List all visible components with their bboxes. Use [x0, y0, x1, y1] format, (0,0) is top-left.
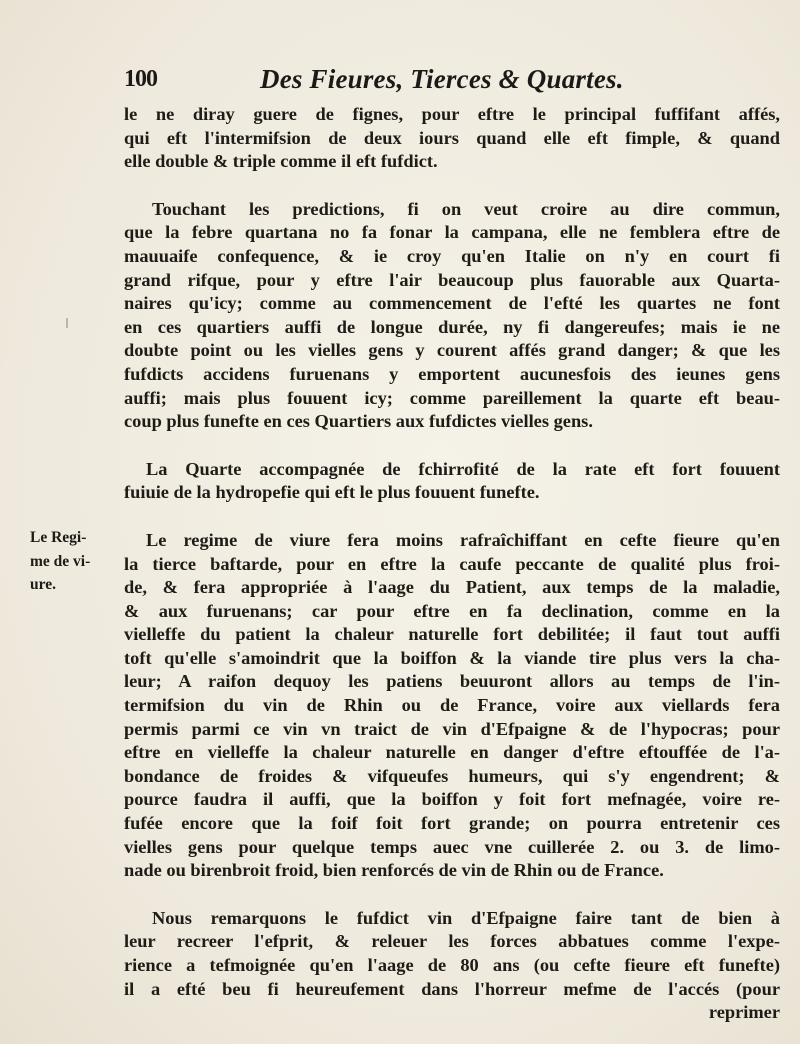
marginal-note-line: me de vi- [30, 552, 91, 570]
text-line: fuiuie de la hydropefie qui eft le plus fouuent funefte. [124, 482, 540, 503]
text-line: bondance de froides & vifqueufes humeurs, qui s'y engendrent; & [124, 765, 780, 786]
text-line: coup plus funefte en ces Quartiers aux fufdictes vielles gens. [124, 411, 593, 432]
text-line: rience a tefmoignée qu'en l'aage de 80 ans (ou cefte fieure eft funefte) [124, 955, 780, 975]
paragraph-signs [124, 103, 780, 174]
text-line: fufdicts accidens furuenans y emportent aucunesfois des ieunes gens [124, 363, 780, 384]
text-line: fufée encore que la foif foit fort grande; on pourra entretenir ces [124, 813, 780, 834]
page-header [124, 66, 684, 102]
text-line: termifsion du vin de Rhin ou de France, voire aux viellards fera [124, 695, 780, 716]
marginal-note [30, 526, 122, 597]
body-text [124, 103, 780, 1025]
text-line: vielles gens pour quelque temps auec vne cuillerée 2. ou 3. de limo- [124, 836, 780, 857]
text-line: leur; A raifon dequoy les patiens beuuront allors au temps de l'in- [124, 671, 780, 692]
marginal-note-line: Le Regi- [30, 529, 87, 546]
text-line: Nous remarquons le fufdict vin d'Efpaigne faire tant de bien à [152, 907, 780, 928]
text-line: vielleffe du patient la chaleur naturelle fort debilitée; il faut tout auffi [124, 624, 780, 645]
text-line: nade ou birenbroit froid, bien renforcés de vin de Rhin ou de France. [124, 860, 664, 881]
text-line: Touchant les predictions, fi on veut croire au dire commun, [152, 198, 780, 219]
paragraph-gap [124, 434, 780, 458]
paragraph-predictions [124, 198, 780, 434]
paragraph-gap [124, 174, 780, 198]
text-line: & aux furuenans; car pour eftre en fa declination, comme en la [124, 600, 780, 621]
text-line: il a efté beu fi heureufement dans l'horreur mefme de l'accés (pour [124, 978, 780, 999]
text-line: en ces quartiers auffi de longue durée, ny fi dangereufes; mais ie ne [124, 316, 780, 337]
paragraph-regime [124, 529, 780, 883]
text-line: doubte point ou les vielles gens y courent affés grand danger; & que les [124, 340, 780, 361]
ink-mark [66, 318, 68, 328]
text-line: leur recreer l'efprit, & releuer les forces abbatues comme l'expe- [124, 931, 780, 952]
text-line: la tierce baftarde, pour en eftre la caufe peccante de qualité plus froi- [124, 553, 780, 574]
paragraph-quarte [124, 458, 780, 505]
text-line: naires qu'icy; comme au commencement de l'efté les quartes ne font [124, 293, 780, 314]
page-number: 100 [124, 66, 157, 92]
text-line: Le regime de viure fera moins rafraîchiffant en cefte fieure qu'en [146, 529, 780, 550]
running-title: Des Fieures, Tierces & Quartes. [260, 64, 624, 94]
text-line: La Quarte accompagnée de fchirrofité de la rate eft fort fouuent [146, 458, 780, 479]
paragraph-wine [124, 907, 780, 1025]
text-line: permis parmi ce vin vn traict de vin d'Efpaigne & de l'hypocras; pour [124, 718, 780, 739]
text-line: grand rifque, pour y eftre l'air beaucoup plus fauorable aux Quarta- [124, 269, 780, 290]
text-line: elle double & triple comme il eft fufdict. [124, 151, 438, 172]
text-line: eftre en vielleffe la chaleur naturelle en danger d'eftre eftouffée de l'a- [124, 742, 780, 763]
text-line: le ne diray guere de fignes, pour eftre le principal fuffifant affés, [124, 104, 780, 124]
text-line: qui eft l'intermifsion de deux iours quand elle eft fimple, & quand [124, 127, 780, 148]
paragraph-gap [124, 505, 780, 529]
text-line: de, & fera appropriée à l'aage du Patient, aux temps de la maladie, [124, 577, 780, 598]
catchword: reprimer [708, 1002, 780, 1023]
text-line: auffi; mais plus fouuent icy; comme pareillement la quarte eft beau- [124, 387, 780, 408]
text-line: que la febre quartana no fa fonar la campana, elle ne femblera eftre de [124, 222, 780, 243]
text-line: pource faudra il auffi, que la boiffon y foit fort mefnagée, voire re- [124, 789, 780, 810]
marginal-note-line: ure. [30, 576, 56, 594]
text-line: toft qu'elle s'amoindrit que la boiffon & la viande tire plus vers la cha- [124, 647, 780, 668]
paragraph-gap [124, 883, 780, 907]
text-line: mauuaife confequence, & ie croy qu'en Italie on n'y en court fi [124, 245, 780, 266]
